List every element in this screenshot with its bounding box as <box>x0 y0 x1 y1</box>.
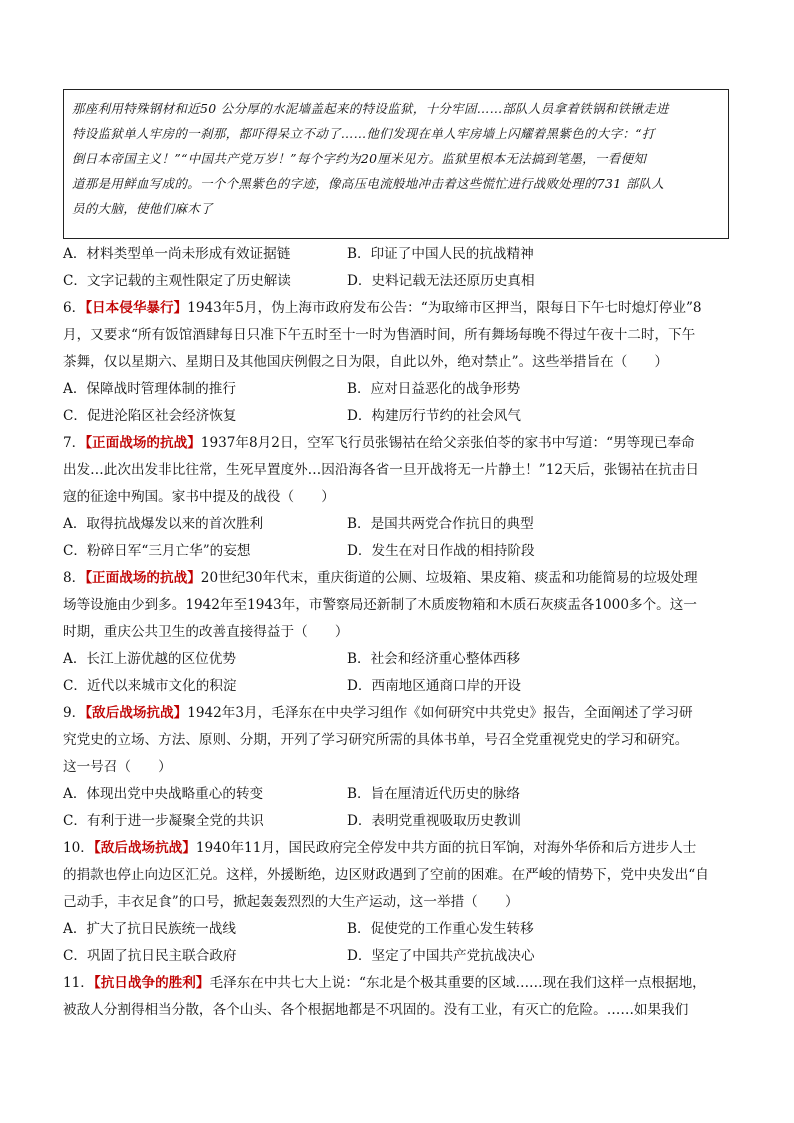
option-b: B．促使党的工作重心发生转移 <box>347 921 534 937</box>
question-tag: 【抗日战争的胜利】 <box>93 975 210 991</box>
option-b: B．应对日益恶化的战争形势 <box>347 381 521 397</box>
question-8 <box>63 565 733 700</box>
question-tag: 【正面战场的抗战】 <box>85 435 201 451</box>
question-5-options <box>63 241 733 295</box>
question-text: 场等设施由少到多。1942年至1943年，市警察局还新制了木质废物箱和木质石灰痰盂各1000多个。这一 <box>63 597 697 613</box>
question-text: 1937年8月2日，空军飞行员张锡祜在给父亲张伯苓的家书中写道：“男等现已奉命 <box>200 435 695 451</box>
option-b: B．印证了中国人民的抗战精神 <box>347 246 534 262</box>
passage-line: 倒日本帝国主义！”“中国共产党万岁！”每个字约为20厘米见方。监狱里根本无法搞到笔墨，一看便知 <box>72 151 647 166</box>
option-a: A．材料类型单一尚未形成有效证据链 <box>63 246 291 262</box>
question-number: 6． <box>63 300 86 316</box>
question-tag: 【敌后战场抗战】 <box>93 840 196 856</box>
question-text: 这一号召（ ） <box>63 759 172 775</box>
question-text: 己动手，丰衣足食”的口号，掀起轰轰烈烈的大生产运动，这一举措（ ） <box>63 894 519 910</box>
option-b: B．是国共两党合作抗日的典型 <box>347 516 534 532</box>
option-c: C．文字记载的主观性限定了历史解读 <box>63 273 291 289</box>
option-c: C．促进沦陷区社会经济恢复 <box>63 408 237 424</box>
question-7 <box>63 430 733 565</box>
option-a: A．取得抗战爆发以来的首次胜利 <box>63 516 264 532</box>
question-number: 11． <box>63 975 94 991</box>
question-text: 毛泽东在中共七大上说：“东北是个极其重要的区域……现在我们这样一点根据地， <box>209 975 706 991</box>
option-d: D．发生在对日作战的相持阶段 <box>347 543 535 559</box>
passage-line: 特设监狱单人牢房的一刹那，都吓得呆立不动了……他们发现在单人牢房墙上闪耀着黑紫色的大字：“打 <box>72 126 655 141</box>
question-number: 10． <box>63 840 94 856</box>
option-a: A．长江上游优越的区位优势 <box>63 651 236 667</box>
option-a: A．扩大了抗日民族统一战线 <box>63 921 236 937</box>
passage-line: 员的大脑，使他们麻木了 <box>72 201 213 216</box>
source-passage-box <box>63 89 729 239</box>
question-text: 20世纪30年代末，重庆街道的公厕、垃圾箱、果皮箱、痰盂和功能简易的垃圾处理 <box>200 570 698 586</box>
question-text: 的捐款也停止向边区汇兑。这样，外援断绝，边区财政遇到了空前的困难。在严峻的情势下，党中央发出“自 <box>63 867 709 883</box>
question-text: 时期，重庆公共卫生的改善直接得益于（ ） <box>63 624 349 640</box>
question-text: 出发…此次出发非比往常，生死早置度外…因沿海各省一旦开战将无一片静土！”12天后，张锡祜在抗击日 <box>63 462 699 478</box>
option-d: D．西南地区通商口岸的开设 <box>347 678 522 694</box>
option-d: D．构建厉行节约的社会风气 <box>347 408 522 424</box>
option-c: C．粉碎日军“三月亡华”的妄想 <box>63 543 251 559</box>
question-6 <box>63 295 733 430</box>
question-text: 茶舞，仅以星期六、星期日及其他国庆例假之日为限，自此以外，绝对禁止”。这些举措旨在（ ） <box>63 354 669 370</box>
option-d: D．表明党重视吸取历史教训 <box>347 813 522 829</box>
question-text: 1940年11月，国民政府完全停发中共方面的抗日军饷，对海外华侨和后方进步人士 <box>195 840 697 856</box>
question-tag: 【正面战场的抗战】 <box>85 570 201 586</box>
option-a: A．体现出党中央战略重心的转变 <box>63 786 264 802</box>
passage-line: 道那是用鲜血写成的。一个个黑紫色的字迹，像高压电流般地冲击着这些慌忙进行战败处理的731 部队人 <box>72 176 665 191</box>
option-c: C．近代以来城市文化的积淀 <box>63 678 237 694</box>
option-b: B．旨在厘清近代历史的脉络 <box>347 786 521 802</box>
question-number: 9． <box>63 705 86 721</box>
question-number: 8． <box>63 570 86 586</box>
question-text: 寇的征途中殉国。家书中提及的战役（ ） <box>63 489 335 505</box>
question-10 <box>63 835 733 970</box>
option-c: C．有利于进一步凝聚全党的共识 <box>63 813 264 829</box>
question-tag: 【日本侵华暴行】 <box>85 300 188 316</box>
question-number: 7． <box>63 435 86 451</box>
option-b: B．社会和经济重心整体西移 <box>347 651 521 667</box>
question-text: 月，又要求“所有饭馆酒肆每日只准下午五时至十一时为售酒时间，所有舞场每晚不得过午夜十二时，下午 <box>63 327 696 343</box>
passage-line: 那座利用特殊钢材和近50 公分厚的水泥墙盖起来的特设监狱，十分牢固……部队人员拿着铁锅和铁锹走进 <box>72 101 669 116</box>
question-11 <box>63 970 733 1024</box>
option-a: A．保障战时管理体制的推行 <box>63 381 236 397</box>
questions-area <box>63 241 733 1024</box>
question-text: 究党史的立场、方法、原则、分期，开列了学习研究所需的具体书单，号召全党重视党史的学习和研究。 <box>63 732 689 748</box>
question-text: 1943年5月，伪上海市政府发布公告：“为取缔市区押当，限每日下午七时熄灯停业”8 <box>187 300 702 316</box>
option-d: D．坚定了中国共产党抗战决心 <box>347 948 535 964</box>
question-9 <box>63 700 733 835</box>
question-text: 被敌人分割得相当分散，各个山头、各个根据地都是不巩固的。没有工业，有灭亡的危险。……如果我们 <box>63 1002 689 1018</box>
option-d: D．史料记载无法还原历史真相 <box>347 273 535 289</box>
question-tag: 【敌后战场抗战】 <box>85 705 188 721</box>
question-text: 1942年3月，毛泽东在中央学习组作《如何研究中共党史》报告，全面阐述了学习研 <box>187 705 693 721</box>
option-c: C．巩固了抗日民主联合政府 <box>63 948 237 964</box>
